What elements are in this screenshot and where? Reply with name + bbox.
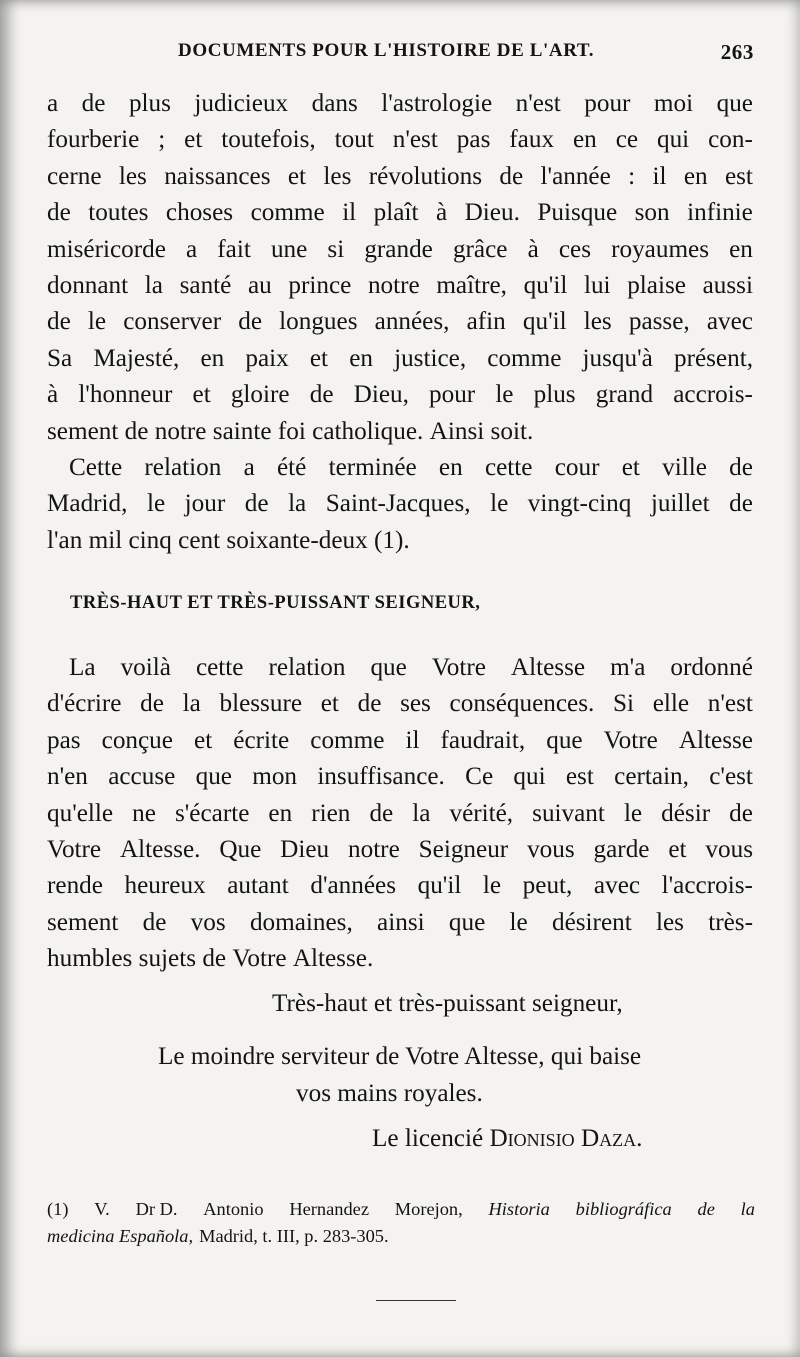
- word: à: [435, 199, 448, 227]
- word: Si: [613, 690, 635, 718]
- word: de: [729, 490, 753, 518]
- word: conséquences.: [449, 690, 595, 718]
- word: années,: [374, 308, 450, 336]
- word: désir: [661, 799, 711, 827]
- word: notre: [348, 835, 400, 863]
- word: qu'elle: [47, 799, 114, 827]
- text-line: [47, 723, 753, 759]
- word: Altesse: [510, 654, 586, 681]
- text-line: [47, 122, 753, 158]
- word: Dieu.: [464, 199, 520, 227]
- word: sainte: [212, 417, 278, 445]
- word: Cette: [69, 453, 123, 481]
- word: l'an: [47, 526, 89, 554]
- word: et: [287, 162, 307, 190]
- word: la: [412, 799, 431, 827]
- word: a: [243, 453, 255, 481]
- word: comme: [487, 344, 562, 372]
- word: jour: [184, 490, 226, 518]
- word: Majesté,: [93, 344, 180, 372]
- word: il: [405, 726, 420, 754]
- word: en: [572, 126, 597, 154]
- text-line: [47, 86, 753, 122]
- footnote-rule: [376, 1300, 456, 1301]
- word: la: [144, 271, 163, 299]
- word: que: [716, 90, 753, 117]
- signature: [372, 1125, 642, 1153]
- word: de: [81, 90, 106, 117]
- word: faux: [509, 126, 555, 154]
- word: une: [270, 235, 308, 263]
- running-title: DOCUMENTS POUR L'HISTOIRE DE L'ART.: [178, 40, 595, 61]
- word: de: [499, 162, 524, 190]
- word: de: [124, 417, 155, 445]
- word: au: [247, 271, 272, 299]
- word: n'est: [707, 690, 753, 718]
- word: Que: [219, 835, 262, 863]
- word: et: [320, 690, 339, 718]
- word: m'a: [610, 654, 646, 681]
- word: ce: [615, 126, 639, 154]
- word: maître,: [436, 271, 507, 299]
- word: de: [142, 908, 167, 936]
- word: jusqu'à: [582, 344, 653, 372]
- word: Madrid,: [47, 490, 128, 518]
- text-line: [47, 377, 753, 413]
- footnote-word: Morejon,: [394, 1199, 463, 1219]
- word: Sa: [47, 344, 73, 372]
- word: présent,: [673, 344, 753, 372]
- text-line: [47, 195, 753, 231]
- word: ;: [158, 126, 166, 154]
- word: soit.: [490, 417, 534, 445]
- word: Dieu: [280, 835, 330, 863]
- word: été: [276, 453, 307, 481]
- footnote-citation: Madrid, t. III, p. 283-305.: [199, 1226, 389, 1246]
- word: blessure: [219, 690, 303, 718]
- word: si: [327, 235, 345, 263]
- word: les: [323, 162, 352, 190]
- word: foi: [277, 417, 313, 445]
- word: sement: [47, 908, 119, 936]
- word: grand: [595, 381, 654, 409]
- word: insuffisance.: [317, 763, 445, 791]
- word: Votre: [431, 654, 486, 681]
- word: Altesse: [678, 726, 753, 754]
- word: plaît: [373, 199, 419, 227]
- word: plus: [533, 381, 576, 409]
- word: peut,: [522, 872, 573, 900]
- word: très-: [708, 908, 753, 936]
- word: con-: [708, 126, 753, 154]
- word: Dieu,: [353, 381, 409, 409]
- signature-prefix: Le licencié: [372, 1125, 484, 1152]
- word: avec: [593, 872, 641, 900]
- word: avec: [706, 308, 753, 336]
- word: le: [509, 908, 528, 936]
- letter-text: [47, 650, 753, 978]
- word: conserver: [123, 308, 222, 336]
- paragraph-3: [47, 650, 753, 978]
- word: conçue: [101, 726, 173, 754]
- word: n'est: [515, 90, 561, 117]
- word: mil: [88, 526, 129, 554]
- word: il: [652, 162, 667, 190]
- word: vos: [190, 908, 226, 936]
- text-line: [47, 159, 753, 195]
- footnote-word: la: [740, 1199, 755, 1219]
- footnote-word: (1): [47, 1199, 69, 1219]
- word: le: [87, 308, 107, 336]
- text-line: [47, 450, 753, 486]
- word: Seigneur: [418, 835, 509, 863]
- word: en: [349, 344, 373, 372]
- word: et: [194, 726, 213, 754]
- word: fait: [217, 235, 251, 263]
- footnote-word: Hernandez: [289, 1199, 369, 1219]
- word: fourberie: [47, 126, 140, 154]
- word: donnant: [47, 271, 129, 299]
- word: accuse: [108, 763, 176, 791]
- word: Ainsi: [429, 417, 491, 445]
- word: notre: [367, 271, 420, 299]
- word: comme: [310, 726, 385, 754]
- text-line: [47, 759, 753, 795]
- text-line: [47, 832, 753, 868]
- word: de: [357, 690, 382, 718]
- word: afin: [466, 308, 506, 336]
- word: ville: [662, 453, 707, 481]
- text-line: [47, 868, 753, 904]
- word: s'écarte: [174, 799, 250, 827]
- word: la: [288, 490, 307, 518]
- word: il: [342, 199, 357, 227]
- word: relation: [268, 654, 346, 681]
- text-line: [47, 232, 753, 268]
- word: santé: [179, 271, 232, 299]
- footnote-line-1: [47, 1196, 755, 1223]
- word: qu'il: [523, 271, 568, 299]
- word: terminée: [328, 453, 417, 481]
- word: choses: [165, 199, 234, 227]
- text-line: [47, 341, 753, 377]
- word: cour: [554, 453, 600, 481]
- word: moi: [653, 90, 694, 117]
- word: les: [583, 308, 612, 336]
- word: ces: [558, 235, 592, 263]
- word: de: [309, 381, 334, 409]
- word: royaumes: [611, 235, 710, 263]
- text-line: [47, 304, 753, 340]
- word: les: [118, 162, 147, 190]
- word: a: [185, 235, 198, 263]
- word: domaines,: [249, 908, 353, 936]
- word: Votre: [47, 835, 102, 863]
- word: la: [182, 690, 201, 718]
- word: de: [729, 453, 753, 481]
- word: aussi: [702, 271, 753, 299]
- word: longues: [279, 308, 358, 336]
- word: de: [238, 308, 263, 336]
- text-line: [47, 268, 753, 304]
- word: cette: [195, 654, 244, 681]
- word: vérité,: [449, 799, 514, 827]
- word: faudrait,: [440, 726, 526, 754]
- word: le: [490, 490, 509, 518]
- word: ainsi: [377, 908, 425, 936]
- word: pas: [47, 726, 81, 754]
- text-line: [47, 941, 753, 977]
- signature-name: Dionisio Daza.: [489, 1125, 643, 1152]
- word: toutes: [88, 199, 149, 227]
- word: l'astrologie: [381, 90, 493, 117]
- text-line: [47, 650, 753, 686]
- word: juillet: [650, 490, 710, 518]
- word: et: [309, 344, 329, 372]
- footnote-word: bibliográfica: [575, 1199, 672, 1219]
- closing-line-3: vos mains royales.: [296, 1080, 483, 1107]
- page-number: 263: [720, 40, 754, 64]
- word: (1).: [374, 526, 410, 554]
- word: relation: [144, 453, 222, 481]
- text-line: [47, 686, 753, 722]
- word: les: [655, 908, 684, 936]
- word: tout: [334, 126, 374, 154]
- word: naissances: [164, 162, 271, 190]
- text-line: [47, 796, 753, 832]
- word: que: [448, 908, 486, 936]
- closing-line-2: Le moindre serviteur de Votre Altesse, qui baise: [158, 1043, 642, 1070]
- word: comme: [250, 199, 325, 227]
- paragraph-2: [47, 450, 753, 559]
- word: de: [140, 690, 164, 718]
- text-line: [47, 523, 753, 559]
- word: sujets: [138, 945, 203, 973]
- word: et: [668, 835, 687, 863]
- word: ordonné: [670, 654, 753, 681]
- word: cent: [178, 526, 227, 554]
- word: écrite: [233, 726, 290, 754]
- word: et: [192, 381, 211, 409]
- word: à: [527, 235, 539, 263]
- text-line: [47, 486, 753, 522]
- word: de: [244, 490, 269, 518]
- paragraph-1: [47, 86, 753, 450]
- word: La: [69, 654, 96, 681]
- word: dans: [311, 90, 358, 117]
- footnote-word: Dr D.: [135, 1199, 178, 1219]
- word: Ce: [465, 763, 494, 791]
- word: qui: [513, 763, 546, 791]
- word: prince: [288, 271, 352, 299]
- word: pour: [429, 381, 476, 409]
- word: cette: [484, 453, 533, 481]
- word: lui: [583, 271, 611, 299]
- word: que: [546, 726, 583, 754]
- word: gloire: [230, 381, 290, 409]
- word: soixante-deux: [226, 526, 375, 554]
- word: plus: [128, 90, 171, 117]
- word: heureux: [124, 872, 206, 900]
- word: justice,: [394, 344, 467, 372]
- word: suivant: [532, 799, 605, 827]
- word: elle: [652, 690, 690, 718]
- word: autant: [227, 872, 289, 900]
- word: en: [683, 162, 708, 190]
- word: paix: [245, 344, 289, 372]
- word: n'en: [47, 763, 88, 791]
- salutation: TRÈS-HAUT ET TRÈS-PUISSANT SEIGNEUR,: [70, 593, 481, 613]
- word: que: [370, 654, 407, 681]
- word: garde: [593, 835, 650, 863]
- word: est: [724, 162, 753, 190]
- word: Saint-Jacques,: [325, 490, 471, 518]
- word: l'accrois-: [661, 872, 753, 900]
- word: en: [729, 235, 753, 263]
- running-header: [48, 38, 754, 68]
- word: en: [200, 344, 225, 372]
- closing-line-1: Très-haut et très-puissant seigneur,: [272, 990, 623, 1017]
- word: rien: [311, 799, 351, 827]
- word: cinq: [128, 526, 179, 554]
- word: grâce: [452, 235, 508, 263]
- word: n'est: [392, 126, 438, 154]
- word: rende: [47, 872, 103, 900]
- word: mon: [252, 763, 298, 791]
- word: catholique.: [312, 417, 430, 445]
- word: pas: [456, 126, 491, 154]
- footnote-line-2: [47, 1223, 755, 1250]
- word: le: [146, 490, 166, 518]
- word: grande: [364, 235, 433, 263]
- word: l'année: [540, 162, 611, 190]
- word: ses: [400, 690, 431, 718]
- word: est: [565, 763, 594, 791]
- word: plaise: [627, 271, 686, 299]
- footnote-word: V.: [94, 1199, 110, 1219]
- text-line: [47, 905, 753, 941]
- word: et: [621, 453, 640, 481]
- word: le: [623, 799, 643, 827]
- word: en: [268, 799, 293, 827]
- word: de: [202, 945, 233, 973]
- word: ne: [132, 799, 156, 827]
- word: judicieux: [194, 90, 289, 117]
- word: désirent: [551, 908, 632, 936]
- word: miséricorde: [47, 235, 166, 263]
- word: notre: [154, 417, 213, 445]
- word: qu'il: [417, 872, 462, 900]
- word: et: [184, 126, 203, 154]
- footnote: [47, 1196, 755, 1250]
- word: infinie: [687, 199, 753, 227]
- word: de: [47, 308, 71, 336]
- main-text: [47, 86, 753, 559]
- word: a: [47, 90, 59, 117]
- word: Altesse.: [292, 945, 374, 973]
- word: Votre: [603, 726, 658, 754]
- word: de: [729, 799, 753, 827]
- word: le: [482, 872, 502, 900]
- footnote-word: Antonio: [203, 1199, 264, 1219]
- word: qu'il: [522, 308, 567, 336]
- footnote-word: de: [697, 1199, 715, 1219]
- word: le: [495, 381, 514, 409]
- word: Puisque: [537, 199, 618, 227]
- word: d'années: [310, 872, 397, 900]
- word: de: [47, 199, 71, 227]
- word: l'honneur: [78, 381, 173, 409]
- word: de: [369, 799, 394, 827]
- word: vous: [527, 835, 575, 863]
- word: d'écrire: [47, 690, 122, 718]
- word: Votre: [232, 945, 293, 973]
- word: toutefois,: [221, 126, 316, 154]
- word: passe,: [628, 308, 690, 336]
- word: Altesse.: [119, 835, 201, 863]
- word: à: [47, 381, 59, 409]
- word: sement: [47, 417, 125, 445]
- word: que: [195, 763, 232, 791]
- word: :: [628, 162, 636, 190]
- footnote-word: Historia: [488, 1199, 550, 1219]
- word: son: [634, 199, 670, 227]
- footnote-italic-title: medicina Española,: [47, 1226, 194, 1246]
- word: vingt-cinq: [527, 490, 632, 518]
- word: cerne: [47, 162, 102, 190]
- word: accrois-: [673, 381, 753, 409]
- word: humbles: [47, 945, 139, 973]
- word: certain,: [614, 763, 689, 791]
- word: qui: [656, 126, 690, 154]
- word: voilà: [120, 654, 171, 681]
- word: révolutions: [368, 162, 483, 190]
- word: en: [438, 453, 463, 481]
- word: c'est: [709, 763, 753, 791]
- word: vous: [705, 835, 753, 863]
- text-line: [47, 414, 753, 450]
- word: pour: [584, 90, 631, 117]
